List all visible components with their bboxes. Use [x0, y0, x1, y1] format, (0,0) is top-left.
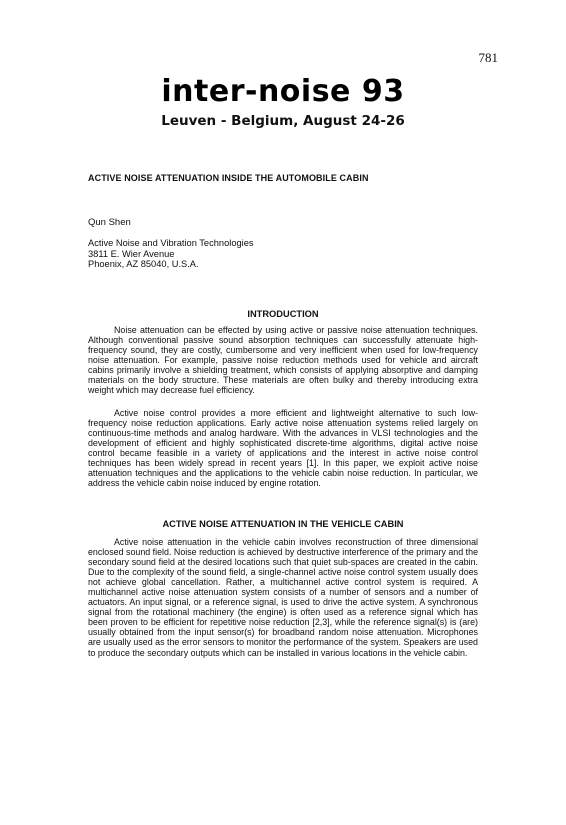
section-heading-vehicle-cabin: ACTIVE NOISE ATTENUATION IN THE VEHICLE CABIN [162, 519, 404, 529]
body-paragraph: Noise attenuation can be effected by using active or passive noise attenuation techniques. Although conventional passive sound absorption techniques can successfully attenuate high-frequency sound, they are costly, cumbersome and very inefficient when used for low-frequency noise attenuation. For example, passive noise reduction methods used for vehicle and aircraft cabins primarily involve a shielding treatment, which consists of applying absorptive and damping materials on the body structure. These materials are often bulky and thereby introducing extra weight which may decrease fuel efficiency. [88, 325, 478, 396]
conference-logo: inter-noise 93 [161, 74, 405, 109]
body-paragraph: Active noise control provides a more efficient and lightweight alternative to such low-frequency noise reduction applications. Early active noise attenuation systems relied largely on continuous-time methods and analog hardware. With the advances in VLSI technologies and the development of efficient and highly sophisticated discrete-time algorithms, digital active noise control became feasible in a variety of applications and the interest in active noise control techniques has been widely spread in recent years [1]. In this paper, we exploit active noise attenuation techniques and the applications to the vehicle cabin noise reduction. In particular, we address the vehicle cabin noise induced by engine rotation. [88, 408, 478, 489]
conference-location-date: Leuven - Belgium, August 24-26 [161, 113, 405, 129]
page-number: 781 [478, 50, 498, 65]
body-paragraph: Active noise attenuation in the vehicle cabin involves reconstruction of three dimensional enclosed sound field. Noise reduction is achieved by destructive interference of the primary and the secondary sound field at the desired locations such that quiet sub-spaces are created in the cabin. Due to the complexity of the sound field, a single-channel active noise control system usually does not achieve global cancellation. Rather, a multichannel active control system is required. A multichannel active noise attenuation system consists of a number of sensors and a number of actuators. An input signal, or a reference signal, is used to drive the active system. A synchronous signal from the rotational machinery (the engine) is often used as a reference signal which has been proven to be efficient for repetitive noise reduction [2,3], while the reference signal(s) is (are) usually obtained from the input sensor(s) for broadband random noise attenuation. Microphones are usually used as the error sensors to monitor the performance of the system. Speakers are used to produce the secondary outputs which can be installed in various locations in the vehicle cabin. [88, 537, 478, 658]
section-heading-introduction: INTRODUCTION [247, 309, 319, 319]
affiliation-line: Phoenix, AZ 85040, U.S.A. [88, 259, 199, 269]
affiliation-line: 3811 E. Wier Avenue [88, 248, 175, 259]
affiliation-line: Active Noise and Vibration Technologies [88, 238, 254, 248]
paper-title: ACTIVE NOISE ATTENUATION INSIDE THE AUTOMOBILE CABIN [88, 173, 369, 183]
author-name: Qun Shen [88, 217, 131, 228]
author-affiliation [88, 238, 254, 270]
